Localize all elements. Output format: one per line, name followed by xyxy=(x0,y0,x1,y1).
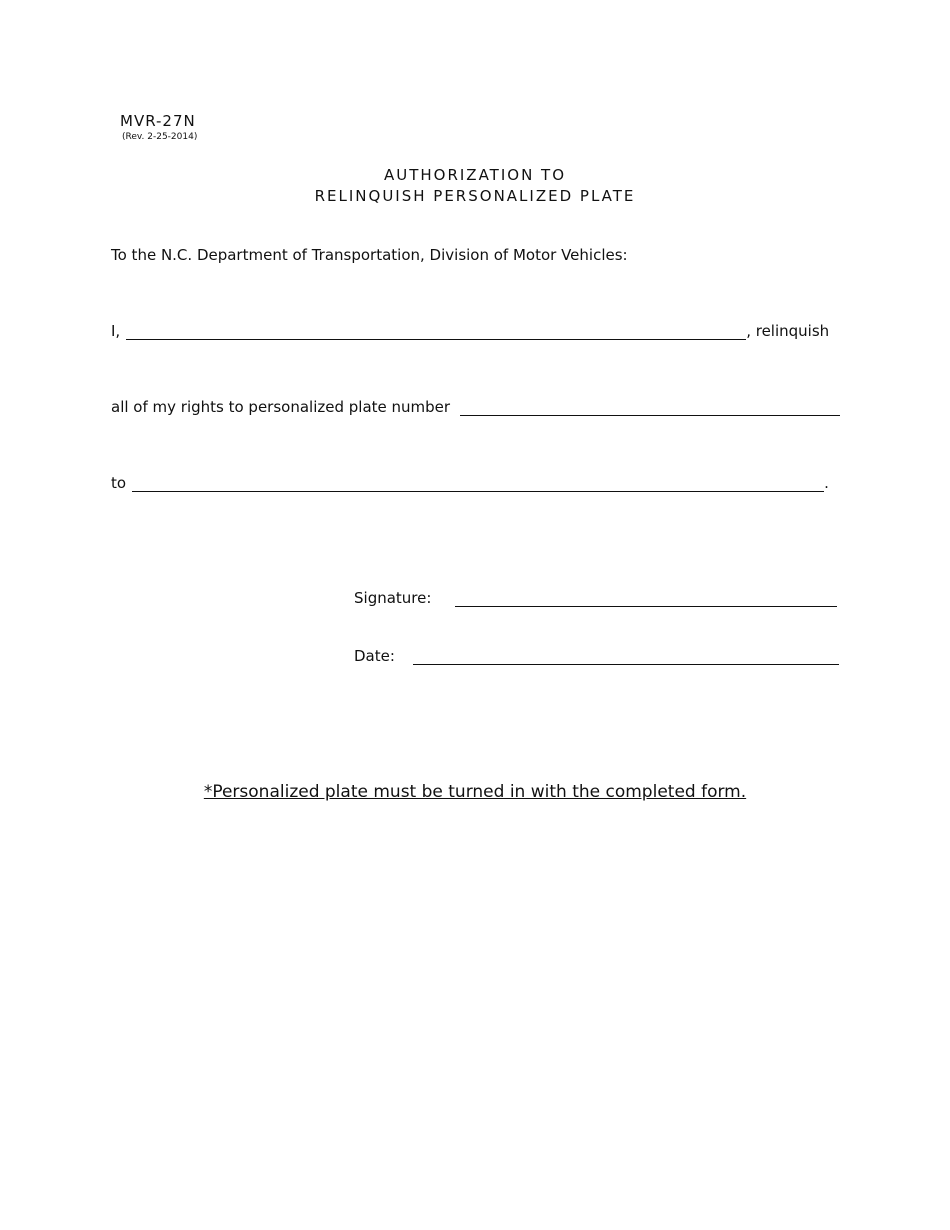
form-title-line-1: AUTHORIZATION TO xyxy=(383,166,567,184)
addressee-line: To the N.C. Department of Transportation, Division of Motor Vehicles: xyxy=(111,246,628,264)
plate-prefix: all of my rights to personalized plate number xyxy=(111,398,451,416)
revision-date: (Rev. 2-25-2014) xyxy=(122,132,198,142)
to-prefix: to xyxy=(111,474,127,492)
plate-row xyxy=(111,398,840,416)
form-number: MVR-27N xyxy=(120,112,196,130)
transfer-to-field[interactable] xyxy=(132,477,824,492)
name-prefix: I, xyxy=(111,322,121,340)
name-field[interactable] xyxy=(126,325,746,340)
signature-field[interactable] xyxy=(455,592,837,607)
plate-number-field[interactable] xyxy=(460,401,840,416)
signature-label: Signature: xyxy=(354,589,432,607)
form-title-line-2: RELINQUISH PERSONALIZED PLATE xyxy=(314,187,636,205)
date-row xyxy=(354,647,839,665)
date-label: Date: xyxy=(354,647,395,665)
name-row xyxy=(111,322,829,340)
transfer-to-row xyxy=(111,474,829,492)
plate-return-notice xyxy=(0,782,950,802)
to-suffix: . xyxy=(824,474,829,492)
signature-row xyxy=(354,589,837,607)
name-suffix: , relinquish xyxy=(746,322,830,340)
notice-text: *Personalized plate must be turned in with the completed form. xyxy=(203,782,747,802)
date-field[interactable] xyxy=(413,650,839,665)
